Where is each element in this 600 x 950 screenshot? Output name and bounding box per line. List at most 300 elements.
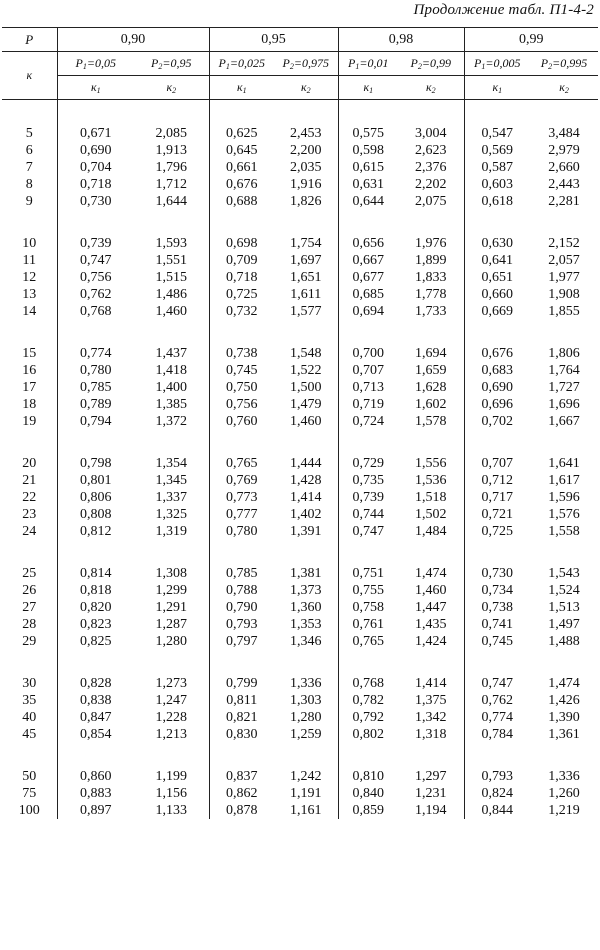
table-cell: 2,376 (415, 160, 447, 175)
table-row (2, 303, 598, 320)
table-row (2, 235, 598, 252)
table-cell: 1,336 (548, 769, 580, 784)
table-cell: 1,651 (290, 270, 322, 285)
table-cell: 1,522 (290, 363, 322, 378)
table-cell: 0,741 (464, 616, 530, 633)
k-value: 11 (22, 253, 36, 268)
table-cell: 0,799 (209, 675, 274, 692)
table-cell: 0,878 (209, 802, 274, 819)
table-cell: 0,630 (464, 235, 530, 252)
table-cell: 0,758 (338, 599, 398, 616)
prob-header-g1-p2: $P_2=0,95$ (134, 52, 209, 76)
table-cell: 0,793 (464, 768, 530, 785)
table-cell: 1,318 (415, 727, 447, 742)
table-cell: 1,778 (415, 287, 447, 302)
block-spacer (2, 650, 598, 675)
table-cell: 0,789 (57, 396, 134, 413)
table-cell: 1,133 (155, 803, 187, 818)
table-cell: 0,730 (57, 193, 134, 210)
table-cell: 1,697 (290, 253, 322, 268)
k-subheader-g1-k2: $к_2$ (134, 76, 209, 100)
table-cell: 0,615 (338, 159, 398, 176)
table-cell: 1,628 (415, 380, 447, 395)
table-cell: 1,400 (155, 380, 187, 395)
table-row (2, 768, 598, 785)
table-cell: 1,360 (290, 600, 322, 615)
table-caption: Продолжение табл. П1-4-2 (413, 2, 594, 18)
table-cell: 0,603 (464, 176, 530, 193)
table-cell: 1,354 (155, 456, 187, 471)
table-cell: 1,342 (415, 710, 447, 725)
table-cell: 1,426 (548, 693, 580, 708)
table-cell: 0,806 (57, 489, 134, 506)
table-cell: 0,677 (338, 269, 398, 286)
table-cell: 1,199 (155, 769, 187, 784)
table-cell: 1,259 (290, 727, 322, 742)
table-cell: 0,821 (209, 709, 274, 726)
table-cell: 1,280 (155, 634, 187, 649)
table-cell: 0,780 (209, 523, 274, 540)
table-row (2, 396, 598, 413)
table-row (2, 413, 598, 430)
table-cell: 0,704 (57, 159, 134, 176)
table-cell: 0,645 (209, 142, 274, 159)
table-cell: 0,707 (464, 455, 530, 472)
table-cell: 1,460 (415, 583, 447, 598)
table-cell: 0,756 (209, 396, 274, 413)
block-spacer (2, 540, 598, 565)
table-cell: 1,373 (290, 583, 322, 598)
table-cell: 1,976 (415, 236, 447, 251)
prob-header-g4-p2: $P_2=0,995$ (530, 52, 598, 76)
table-cell: 1,346 (290, 634, 322, 649)
table-cell: 0,854 (57, 726, 134, 743)
table-cell: 1,260 (548, 786, 580, 801)
table-cell: 0,847 (57, 709, 134, 726)
table-cell: 1,385 (155, 397, 187, 412)
table-cell: 0,700 (338, 345, 398, 362)
table-cell: 0,587 (464, 159, 530, 176)
table-cell: 2,660 (548, 160, 580, 175)
table-cell: 0,631 (338, 176, 398, 193)
table-cell: 0,788 (209, 582, 274, 599)
table-cell: 0,818 (57, 582, 134, 599)
prob-header-g4-p1: $P_1=0,005$ (464, 52, 530, 76)
table-cell: 0,618 (464, 193, 530, 210)
table-cell: 0,828 (57, 675, 134, 692)
table-cell: 0,569 (464, 142, 530, 159)
table-cell: 0,625 (209, 125, 274, 142)
table-cell: 1,899 (415, 253, 447, 268)
table-cell: 1,479 (290, 397, 322, 412)
table-cell: 2,152 (548, 236, 580, 251)
table-cell: 1,228 (155, 710, 187, 725)
table-cell: 0,802 (338, 726, 398, 743)
table-cell: 1,659 (415, 363, 447, 378)
k-value: 40 (22, 710, 37, 725)
table-cell: 1,336 (290, 676, 322, 691)
table-cell: 0,724 (338, 413, 398, 430)
table-cell: 1,617 (548, 473, 580, 488)
p-header: P (2, 28, 57, 52)
k-value: 28 (22, 617, 37, 632)
table-cell: 1,488 (548, 634, 580, 649)
table-cell: 1,372 (155, 414, 187, 429)
k-value: 6 (25, 143, 33, 158)
table-cell: 1,916 (290, 177, 322, 192)
table-cell: 0,860 (57, 768, 134, 785)
table-row (2, 269, 598, 286)
table-cell: 0,844 (464, 802, 530, 819)
table-cell: 0,801 (57, 472, 134, 489)
table-cell: 0,732 (209, 303, 274, 320)
table-cell: 1,593 (155, 236, 187, 251)
k-subheader-g2-k2: $к_2$ (274, 76, 338, 100)
table-cell: 0,814 (57, 565, 134, 582)
table-cell: 0,811 (209, 692, 274, 709)
table-cell: 0,747 (464, 675, 530, 692)
table-cell: 0,690 (464, 379, 530, 396)
table-cell: 0,792 (338, 709, 398, 726)
table-cell: 0,688 (209, 193, 274, 210)
table-cell: 1,213 (155, 727, 187, 742)
table-cell: 0,718 (57, 176, 134, 193)
table-row (2, 616, 598, 633)
k-value: 5 (25, 126, 33, 141)
table-cell: 0,747 (57, 252, 134, 269)
table-cell: 1,231 (415, 786, 447, 801)
table-cell: 0,784 (464, 726, 530, 743)
table-row (2, 193, 598, 210)
k-value: 16 (22, 363, 37, 378)
table-cell: 0,756 (57, 269, 134, 286)
k-subheader-g4-k2: $к_2$ (530, 76, 598, 100)
k-value: 13 (22, 287, 37, 302)
table-cell: 1,444 (290, 456, 322, 471)
table-cell: 1,381 (290, 566, 322, 581)
table-row (2, 489, 598, 506)
table-cell: 1,855 (548, 304, 580, 319)
table-cell: 1,497 (548, 617, 580, 632)
table-row (2, 506, 598, 523)
table-cell: 0,644 (338, 193, 398, 210)
table-cell: 0,713 (338, 379, 398, 396)
table-cell: 0,725 (209, 286, 274, 303)
table-cell: 1,578 (415, 414, 447, 429)
table-cell: 0,774 (464, 709, 530, 726)
table-cell: 0,780 (57, 362, 134, 379)
table-cell: 2,202 (415, 177, 447, 192)
table-cell: 1,418 (155, 363, 187, 378)
k-subheader-g3-k1: $к_1$ (338, 76, 398, 100)
table-row (2, 362, 598, 379)
table-cell: 0,768 (338, 675, 398, 692)
table-cell: 0,782 (338, 692, 398, 709)
table-cell: 0,712 (464, 472, 530, 489)
table-cell: 1,500 (290, 380, 322, 395)
table-cell: 1,515 (155, 270, 187, 285)
table-row (2, 675, 598, 692)
table-cell: 0,883 (57, 785, 134, 802)
table-cell: 1,273 (155, 676, 187, 691)
k-value: 22 (22, 490, 37, 505)
table-cell: 0,717 (464, 489, 530, 506)
table-cell: 0,765 (209, 455, 274, 472)
table-cell: 0,738 (464, 599, 530, 616)
table-cell: 2,979 (548, 143, 580, 158)
table-cell: 0,725 (464, 523, 530, 540)
table-cell: 1,161 (290, 803, 322, 818)
table-cell: 1,242 (290, 769, 322, 784)
table-cell: 2,035 (290, 160, 322, 175)
table-cell: 0,709 (209, 252, 274, 269)
prob-header-g2-p1: $P_1=0,025$ (209, 52, 274, 76)
table-cell: 0,750 (209, 379, 274, 396)
table-cell: 0,765 (338, 633, 398, 650)
k-value: 15 (22, 346, 37, 361)
prob-header-g2-p2: $P_2=0,975$ (274, 52, 338, 76)
table-cell: 0,690 (57, 142, 134, 159)
table-cell: 0,862 (209, 785, 274, 802)
table-cell: 0,676 (209, 176, 274, 193)
table-row (2, 125, 598, 142)
k-value: 24 (22, 524, 37, 539)
table-row (2, 176, 598, 193)
table-cell: 1,727 (548, 380, 580, 395)
table-cell: 0,660 (464, 286, 530, 303)
table-cell: 1,826 (290, 194, 322, 209)
table-cell: 2,623 (415, 143, 447, 158)
table-cell: 2,075 (415, 194, 447, 209)
table-cell: 1,280 (290, 710, 322, 725)
table-cell: 1,667 (548, 414, 580, 429)
table-cell: 1,806 (548, 346, 580, 361)
table-cell: 0,745 (209, 362, 274, 379)
table-cell: 1,337 (155, 490, 187, 505)
table-cell: 2,085 (155, 126, 187, 141)
table-row (2, 785, 598, 802)
table-cell: 0,762 (57, 286, 134, 303)
k-value: 30 (22, 676, 37, 691)
table-cell: 2,057 (548, 253, 580, 268)
table-cell: 2,443 (548, 177, 580, 192)
table-cell: 1,556 (415, 456, 447, 471)
table-cell: 1,299 (155, 583, 187, 598)
table-cell: 1,644 (155, 194, 187, 209)
table-cell: 0,768 (57, 303, 134, 320)
k-value: 19 (22, 414, 37, 429)
table-cell: 0,702 (464, 413, 530, 430)
table-cell: 0,575 (338, 125, 398, 142)
table-cell: 0,661 (209, 159, 274, 176)
table-cell: 0,745 (464, 633, 530, 650)
table-cell: 1,913 (155, 143, 187, 158)
table-cell: 0,785 (57, 379, 134, 396)
table-cell: 1,513 (548, 600, 580, 615)
table-cell: 1,156 (155, 786, 187, 801)
k-value: 21 (22, 473, 37, 488)
k-value: 14 (22, 304, 37, 319)
k-header: к (2, 52, 57, 100)
table-row (2, 565, 598, 582)
table-cell: 1,375 (415, 693, 447, 708)
table-cell: 0,671 (57, 125, 134, 142)
table-cell: 1,602 (415, 397, 447, 412)
table-cell: 1,247 (155, 693, 187, 708)
table-cell: 0,718 (209, 269, 274, 286)
group-header-2: 0,95 (209, 28, 338, 52)
header-row-k-labels (2, 76, 598, 100)
table-cell: 0,739 (57, 235, 134, 252)
table-row (2, 523, 598, 540)
k-value: 26 (22, 583, 37, 598)
table-cell: 0,667 (338, 252, 398, 269)
table-cell: 0,719 (338, 396, 398, 413)
k-value: 45 (22, 727, 37, 742)
table-cell: 0,547 (464, 125, 530, 142)
table-cell: 1,576 (548, 507, 580, 522)
k-subheader-g1-k1: $к_1$ (57, 76, 134, 100)
table-cell: 1,754 (290, 236, 322, 251)
group-header-1: 0,90 (57, 28, 209, 52)
table-cell: 3,004 (415, 126, 447, 141)
table-cell: 1,733 (415, 304, 447, 319)
table-cell: 0,774 (57, 345, 134, 362)
table-cell: 1,447 (415, 600, 447, 615)
table-cell: 0,794 (57, 413, 134, 430)
table-row (2, 582, 598, 599)
table-cell: 0,812 (57, 523, 134, 540)
table-cell: 1,414 (290, 490, 322, 505)
table-cell: 1,484 (415, 524, 447, 539)
table-cell: 0,685 (338, 286, 398, 303)
k-value: 12 (22, 270, 37, 285)
table-cell: 0,744 (338, 506, 398, 523)
table-cell: 0,810 (338, 768, 398, 785)
table-cell: 1,414 (415, 676, 447, 691)
table-cell: 0,808 (57, 506, 134, 523)
table-row (2, 726, 598, 743)
table-cell: 1,696 (548, 397, 580, 412)
table-cell: 1,435 (415, 617, 447, 632)
prob-header-g3-p1: $P_1=0,01$ (338, 52, 398, 76)
group-header-4: 0,99 (464, 28, 598, 52)
table-cell: 2,453 (290, 126, 322, 141)
table-cell: 1,297 (415, 769, 447, 784)
table-cell: 1,596 (548, 490, 580, 505)
k-value: 8 (25, 177, 33, 192)
table-cell: 0,755 (338, 582, 398, 599)
table-cell: 0,721 (464, 506, 530, 523)
table-cell: 0,762 (464, 692, 530, 709)
table-cell: 0,598 (338, 142, 398, 159)
table-cell: 0,676 (464, 345, 530, 362)
table-cell: 0,683 (464, 362, 530, 379)
table-cell: 0,859 (338, 802, 398, 819)
table-cell: 1,424 (415, 634, 447, 649)
k-value: 20 (22, 456, 37, 471)
table-row (2, 802, 598, 819)
table-body (2, 100, 598, 820)
table-cell: 0,773 (209, 489, 274, 506)
table-cell: 1,319 (155, 524, 187, 539)
table-cell: 1,361 (548, 727, 580, 742)
table-cell: 0,751 (338, 565, 398, 582)
table-cell: 0,738 (209, 345, 274, 362)
table-cell: 1,611 (290, 287, 322, 302)
table-cell: 1,390 (548, 710, 580, 725)
table-cell: 1,977 (548, 270, 580, 285)
table-row (2, 345, 598, 362)
table-cell: 0,830 (209, 726, 274, 743)
table-row (2, 379, 598, 396)
table-cell: 1,474 (548, 676, 580, 691)
table-cell: 1,308 (155, 566, 187, 581)
table-row (2, 286, 598, 303)
table-cell: 1,908 (548, 287, 580, 302)
table-cell: 0,840 (338, 785, 398, 802)
table-cell: 0,824 (464, 785, 530, 802)
data-table (2, 27, 598, 819)
block-spacer (2, 210, 598, 235)
k-value: 17 (22, 380, 37, 395)
table-cell: 2,281 (548, 194, 580, 209)
prob-header-g3-p2: $P_2=0,99$ (398, 52, 464, 76)
table-cell: 1,391 (290, 524, 322, 539)
k-value: 29 (22, 634, 37, 649)
table-cell: 1,353 (290, 617, 322, 632)
table-cell: 2,200 (290, 143, 322, 158)
table-cell: 1,551 (155, 253, 187, 268)
block-spacer (2, 320, 598, 345)
table-row (2, 159, 598, 176)
table-cell: 0,797 (209, 633, 274, 650)
k-value: 9 (25, 194, 33, 209)
table-cell: 1,287 (155, 617, 187, 632)
table-cell: 1,428 (290, 473, 322, 488)
k-subheader-g4-k1: $к_1$ (464, 76, 530, 100)
table-row (2, 142, 598, 159)
table-cell: 0,735 (338, 472, 398, 489)
k-value: 23 (22, 507, 37, 522)
table-cell: 0,769 (209, 472, 274, 489)
table-cell: 0,698 (209, 235, 274, 252)
table-cell: 1,558 (548, 524, 580, 539)
table-cell: 1,694 (415, 346, 447, 361)
table-cell: 0,651 (464, 269, 530, 286)
k-value: 100 (18, 803, 40, 818)
k-subheader-g2-k1: $к_1$ (209, 76, 274, 100)
table-row (2, 709, 598, 726)
table-cell: 1,402 (290, 507, 322, 522)
k-value: 35 (22, 693, 37, 708)
header-row-probabilities (2, 52, 598, 76)
table-cell: 1,712 (155, 177, 187, 192)
k-value: 50 (22, 769, 37, 784)
k-value: 18 (22, 397, 37, 412)
table-row (2, 633, 598, 650)
table-cell: 1,543 (548, 566, 580, 581)
table-cell: 1,502 (415, 507, 447, 522)
table-row (2, 599, 598, 616)
table-cell: 1,437 (155, 346, 187, 361)
table-cell: 0,760 (209, 413, 274, 430)
table-cell: 1,460 (155, 304, 187, 319)
table-cell: 0,641 (464, 252, 530, 269)
table-cell: 0,823 (57, 616, 134, 633)
table-cell: 1,303 (290, 693, 322, 708)
table-cell: 0,777 (209, 506, 274, 523)
